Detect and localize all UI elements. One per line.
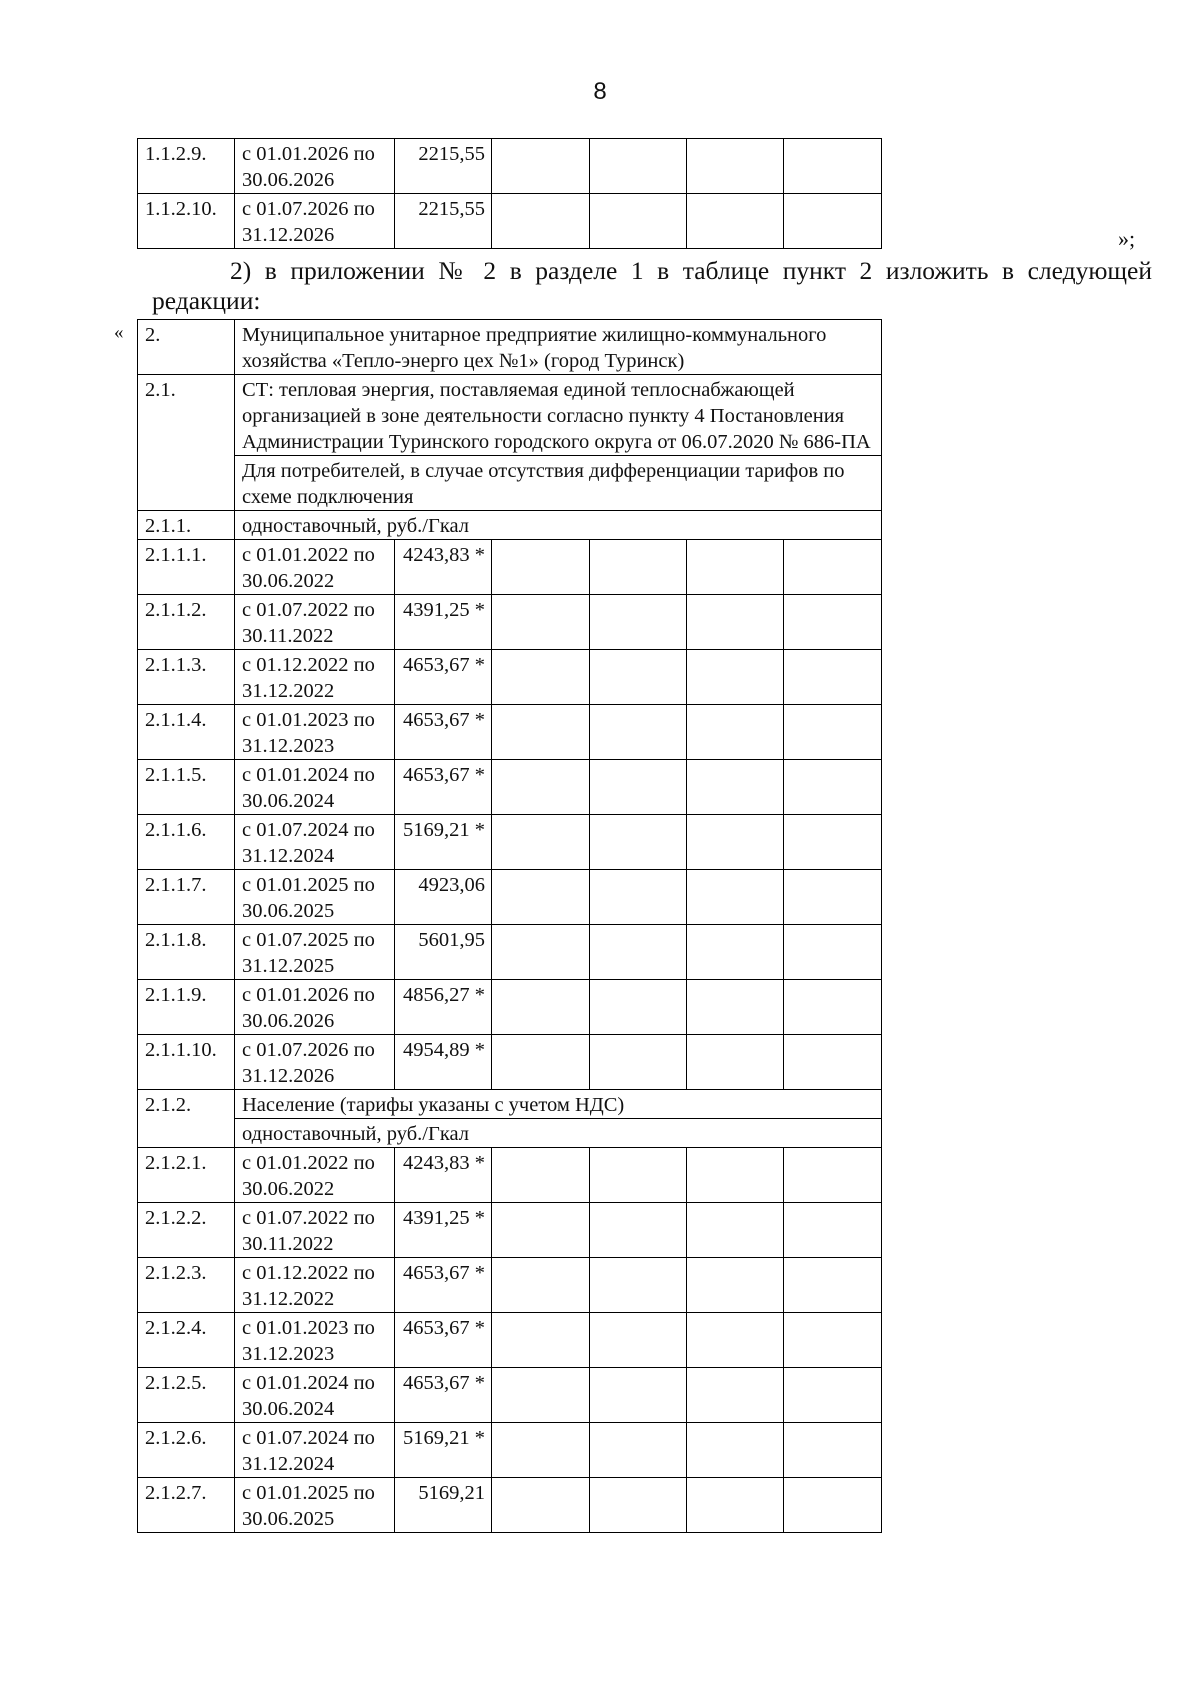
empty-cell xyxy=(784,760,882,815)
empty-cell xyxy=(492,1203,590,1258)
row-number: 2.1.2. xyxy=(138,1090,235,1148)
row-number: 2.1. xyxy=(138,375,235,511)
tariff-row xyxy=(138,1478,882,1533)
row-number: 2.1.2.1. xyxy=(138,1148,235,1203)
tariff-period: с 01.07.2026 по 31.12.2026 xyxy=(235,1035,395,1090)
tariff-value: 4391,25 * xyxy=(395,595,492,650)
empty-cell xyxy=(492,870,590,925)
empty-cell xyxy=(687,1148,784,1203)
tariff-period: с 01.01.2024 по 30.06.2024 xyxy=(235,760,395,815)
empty-cell xyxy=(687,980,784,1035)
empty-cell xyxy=(784,1368,882,1423)
empty-cell xyxy=(492,194,590,249)
org-name: Муниципальное унитарное предприятие жилищно-коммунального хозяйства «Тепло-энерго цех №1» (город Туринск) xyxy=(235,320,882,375)
empty-cell xyxy=(687,1313,784,1368)
tariff-value: 5601,95 xyxy=(395,925,492,980)
row-number: 2.1.2.2. xyxy=(138,1203,235,1258)
tariff-table-continuation xyxy=(137,138,882,249)
row-number: 2.1.1.5. xyxy=(138,760,235,815)
row-number: 1.1.2.10. xyxy=(138,194,235,249)
tariff-row xyxy=(138,1423,882,1478)
tariff-period: с 01.01.2022 по 30.06.2022 xyxy=(235,1148,395,1203)
empty-cell xyxy=(687,815,784,870)
empty-cell xyxy=(784,650,882,705)
empty-cell xyxy=(492,1423,590,1478)
empty-cell xyxy=(590,1258,687,1313)
row-number: 2.1.1.3. xyxy=(138,650,235,705)
empty-cell xyxy=(590,1203,687,1258)
empty-cell xyxy=(590,1368,687,1423)
empty-cell xyxy=(784,1313,882,1368)
tariff-row xyxy=(138,705,882,760)
empty-cell xyxy=(492,925,590,980)
empty-cell xyxy=(492,815,590,870)
empty-cell xyxy=(687,650,784,705)
row-number: 2.1.2.6. xyxy=(138,1423,235,1478)
tariff-row xyxy=(138,194,882,249)
tariff-period: с 01.07.2024 по 31.12.2024 xyxy=(235,815,395,870)
org-row xyxy=(138,320,882,375)
tariff-period: с 01.12.2022 по 31.12.2022 xyxy=(235,1258,395,1313)
section-subrow xyxy=(138,1119,882,1148)
tariff-period: с 01.01.2026 по 30.06.2026 xyxy=(235,980,395,1035)
tariff-value: 4923,06 xyxy=(395,870,492,925)
empty-cell xyxy=(590,870,687,925)
empty-cell xyxy=(687,595,784,650)
empty-cell xyxy=(784,1148,882,1203)
empty-cell xyxy=(492,1035,590,1090)
tariff-value: 4243,83 * xyxy=(395,540,492,595)
empty-cell xyxy=(492,760,590,815)
closing-quote-mark: »; xyxy=(1118,226,1136,251)
empty-cell xyxy=(492,705,590,760)
section-row xyxy=(138,511,882,540)
empty-cell xyxy=(492,1368,590,1423)
empty-cell xyxy=(590,650,687,705)
tariff-row xyxy=(138,1203,882,1258)
empty-cell xyxy=(492,1313,590,1368)
tariff-value: 5169,21 * xyxy=(395,1423,492,1478)
tariff-row xyxy=(138,1035,882,1090)
empty-cell xyxy=(784,980,882,1035)
empty-cell xyxy=(687,139,784,194)
row-number: 2.1.2.4. xyxy=(138,1313,235,1368)
consumers-description: Для потребителей, в случае отсутствия дифференциации тарифов по схеме подключения xyxy=(235,456,882,511)
tariff-row xyxy=(138,1368,882,1423)
tariff-period: с 01.07.2022 по 30.11.2022 xyxy=(235,1203,395,1258)
empty-cell xyxy=(492,1478,590,1533)
row-number: 2. xyxy=(138,320,235,375)
tariff-value: 2215,55 xyxy=(395,139,492,194)
row-number: 2.1.1.10. xyxy=(138,1035,235,1090)
empty-cell xyxy=(687,870,784,925)
empty-cell xyxy=(687,1203,784,1258)
empty-cell xyxy=(492,540,590,595)
tariff-row xyxy=(138,1258,882,1313)
empty-cell xyxy=(492,1258,590,1313)
tariff-value: 4856,27 * xyxy=(395,980,492,1035)
empty-cell xyxy=(492,980,590,1035)
empty-cell xyxy=(492,139,590,194)
amendment-instruction-text: 2) в приложении № 2 в разделе 1 в таблице пункт 2 изложить в следующей редакции: xyxy=(152,256,1152,315)
tariff-row xyxy=(138,540,882,595)
empty-cell xyxy=(784,194,882,249)
empty-cell xyxy=(687,1258,784,1313)
tariff-period: с 01.07.2025 по 31.12.2025 xyxy=(235,925,395,980)
row-number: 2.1.1.7. xyxy=(138,870,235,925)
tariff-value: 4653,67 * xyxy=(395,650,492,705)
tariff-row xyxy=(138,139,882,194)
empty-cell xyxy=(590,1478,687,1533)
row-number: 2.1.2.5. xyxy=(138,1368,235,1423)
empty-cell xyxy=(784,705,882,760)
tariff-value: 4391,25 * xyxy=(395,1203,492,1258)
tariff-table-item-2 xyxy=(137,319,882,1533)
empty-cell xyxy=(784,1423,882,1478)
empty-cell xyxy=(492,595,590,650)
tariff-period: с 01.01.2025 по 30.06.2025 xyxy=(235,870,395,925)
tariff-row xyxy=(138,870,882,925)
empty-cell xyxy=(687,194,784,249)
empty-cell xyxy=(784,1035,882,1090)
empty-cell xyxy=(492,650,590,705)
empty-cell xyxy=(590,925,687,980)
tariff-value: 4653,67 * xyxy=(395,705,492,760)
tariff-period: с 01.01.2026 по 30.06.2026 xyxy=(235,139,395,194)
tariff-row xyxy=(138,760,882,815)
row-number: 2.1.1.8. xyxy=(138,925,235,980)
row-number: 2.1.2.3. xyxy=(138,1258,235,1313)
empty-cell xyxy=(687,1478,784,1533)
empty-cell xyxy=(687,925,784,980)
empty-cell xyxy=(687,540,784,595)
row-number: 2.1.1.9. xyxy=(138,980,235,1035)
row-number: 2.1.1.4. xyxy=(138,705,235,760)
st-row xyxy=(138,375,882,456)
empty-cell xyxy=(784,1258,882,1313)
tariff-row xyxy=(138,980,882,1035)
st-description: СТ: тепловая энергия, поставляемая единой теплоснабжающей организацией в зоне деятельности согласно пункту 4 Постановления Администрации Туринского городского округа от 06.07.2020 № 686-ПА xyxy=(235,375,882,456)
empty-cell xyxy=(784,1478,882,1533)
tariff-period: с 01.07.2026 по 31.12.2026 xyxy=(235,194,395,249)
empty-cell xyxy=(784,925,882,980)
empty-cell xyxy=(590,1313,687,1368)
empty-cell xyxy=(687,760,784,815)
tariff-period: с 01.12.2022 по 31.12.2022 xyxy=(235,650,395,705)
tariff-value: 5169,21 xyxy=(395,1478,492,1533)
tariff-period: с 01.01.2023 по 31.12.2023 xyxy=(235,1313,395,1368)
tariff-period: с 01.01.2024 по 30.06.2024 xyxy=(235,1368,395,1423)
empty-cell xyxy=(590,595,687,650)
section-label: Население (тарифы указаны с учетом НДС) xyxy=(235,1090,882,1119)
tariff-value: 4954,89 * xyxy=(395,1035,492,1090)
row-number: 2.1.1.1. xyxy=(138,540,235,595)
tariff-period: с 01.01.2023 по 31.12.2023 xyxy=(235,705,395,760)
empty-cell xyxy=(687,705,784,760)
empty-cell xyxy=(784,870,882,925)
tariff-value: 4653,67 * xyxy=(395,1368,492,1423)
tariff-period: с 01.07.2022 по 30.11.2022 xyxy=(235,595,395,650)
empty-cell xyxy=(784,139,882,194)
empty-cell xyxy=(784,815,882,870)
empty-cell xyxy=(687,1423,784,1478)
tariff-row xyxy=(138,1148,882,1203)
empty-cell xyxy=(784,595,882,650)
empty-cell xyxy=(784,540,882,595)
row-number: 2.1.1.6. xyxy=(138,815,235,870)
section-label: одноставочный, руб./Гкал xyxy=(235,511,882,540)
section-row xyxy=(138,1090,882,1119)
page-number: 8 xyxy=(593,78,607,105)
section-sublabel: одноставочный, руб./Гкал xyxy=(235,1119,882,1148)
empty-cell xyxy=(590,980,687,1035)
consumers-row xyxy=(138,456,882,511)
amendment-instruction xyxy=(152,256,1152,316)
empty-cell xyxy=(590,815,687,870)
row-number: 1.1.2.9. xyxy=(138,139,235,194)
tariff-row xyxy=(138,925,882,980)
row-number: 2.1.1. xyxy=(138,511,235,540)
empty-cell xyxy=(687,1035,784,1090)
tariff-value: 4243,83 * xyxy=(395,1148,492,1203)
tariff-period: с 01.07.2024 по 31.12.2024 xyxy=(235,1423,395,1478)
tariff-row xyxy=(138,815,882,870)
tariff-value: 4653,67 * xyxy=(395,1313,492,1368)
tariff-value: 5169,21 * xyxy=(395,815,492,870)
row-number: 2.1.1.2. xyxy=(138,595,235,650)
empty-cell xyxy=(590,760,687,815)
empty-cell xyxy=(590,1035,687,1090)
empty-cell xyxy=(687,1368,784,1423)
empty-cell xyxy=(590,194,687,249)
tariff-value: 2215,55 xyxy=(395,194,492,249)
tariff-period: с 01.01.2025 по 30.06.2025 xyxy=(235,1478,395,1533)
tariff-row xyxy=(138,650,882,705)
tariff-row xyxy=(138,1313,882,1368)
empty-cell xyxy=(590,540,687,595)
empty-cell xyxy=(590,1423,687,1478)
tariff-value: 4653,67 * xyxy=(395,760,492,815)
empty-cell xyxy=(590,1148,687,1203)
empty-cell xyxy=(784,1203,882,1258)
tariff-value: 4653,67 * xyxy=(395,1258,492,1313)
empty-cell xyxy=(492,1148,590,1203)
empty-cell xyxy=(590,705,687,760)
empty-cell xyxy=(590,139,687,194)
tariff-period: с 01.01.2022 по 30.06.2022 xyxy=(235,540,395,595)
tariff-row xyxy=(138,595,882,650)
row-number: 2.1.2.7. xyxy=(138,1478,235,1533)
opening-quote-mark: « xyxy=(114,322,124,343)
